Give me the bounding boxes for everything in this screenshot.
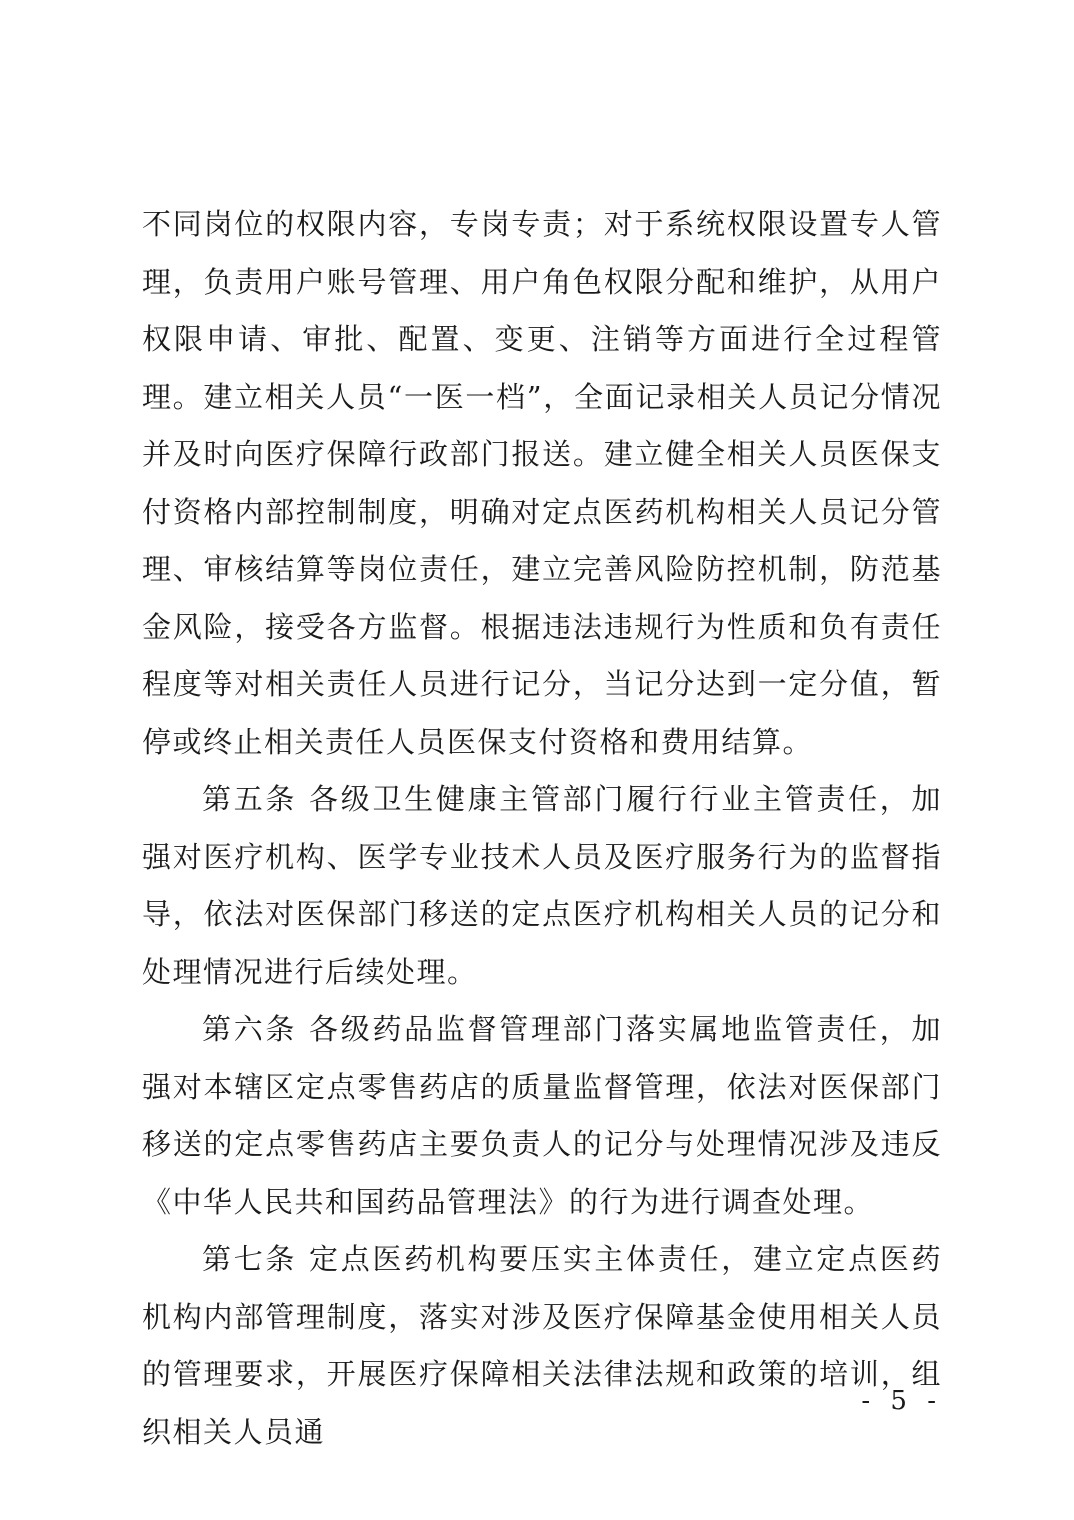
page-number: - 5 - xyxy=(861,1386,942,1416)
body-text xyxy=(142,196,942,1461)
paragraph-article-7: 第七条 定点医药机构要压实主体责任，建立定点医药机构内部管理制度，落实对涉及医疗保障基金使用相关人员的管理要求，开展医疗保障相关法律法规和政策的培训，组织相关人员通 xyxy=(142,1242,942,1449)
paragraph-article-6: 第六条 各级药品监督管理部门落实属地监管责任，加强对本辖区定点零售药店的质量监督管理，依法对医保部门移送的定点零售药店主要负责人的记分与处理情况涉及违反《中华人民共和国药品管理法》的行为进行调查处理。 xyxy=(142,1012,942,1219)
paragraph-article-5: 第五条 各级卫生健康主管部门履行行业主管责任，加强对医疗机构、医学专业技术人员及医疗服务行为的监督指导，依法对医保部门移送的定点医疗机构相关人员的记分和处理情况进行后续处理。 xyxy=(142,782,942,989)
paragraph-continued: 不同岗位的权限内容，专岗专责；对于系统权限设置专人管理，负责用户账号管理、用户角色权限分配和维护，从用户权限申请、审批、配置、变更、注销等方面进行全过程管理。建立相关人员“一医一档”，全面记录相关人员记分情况并及时向医疗保障行政部门报送。建立健全相关人员医保支付资格内部控制制度，明确对定点医药机构相关人员记分管理、审核结算等岗位责任，建立完善风险防控机制，防范基金风险，接受各方监督。根据违法违规行为性质和负有责任程度等对相关责任人员进行记分，当记分达到一定分值，暂停或终止相关责任人员医保支付资格和费用结算。 xyxy=(142,207,942,759)
